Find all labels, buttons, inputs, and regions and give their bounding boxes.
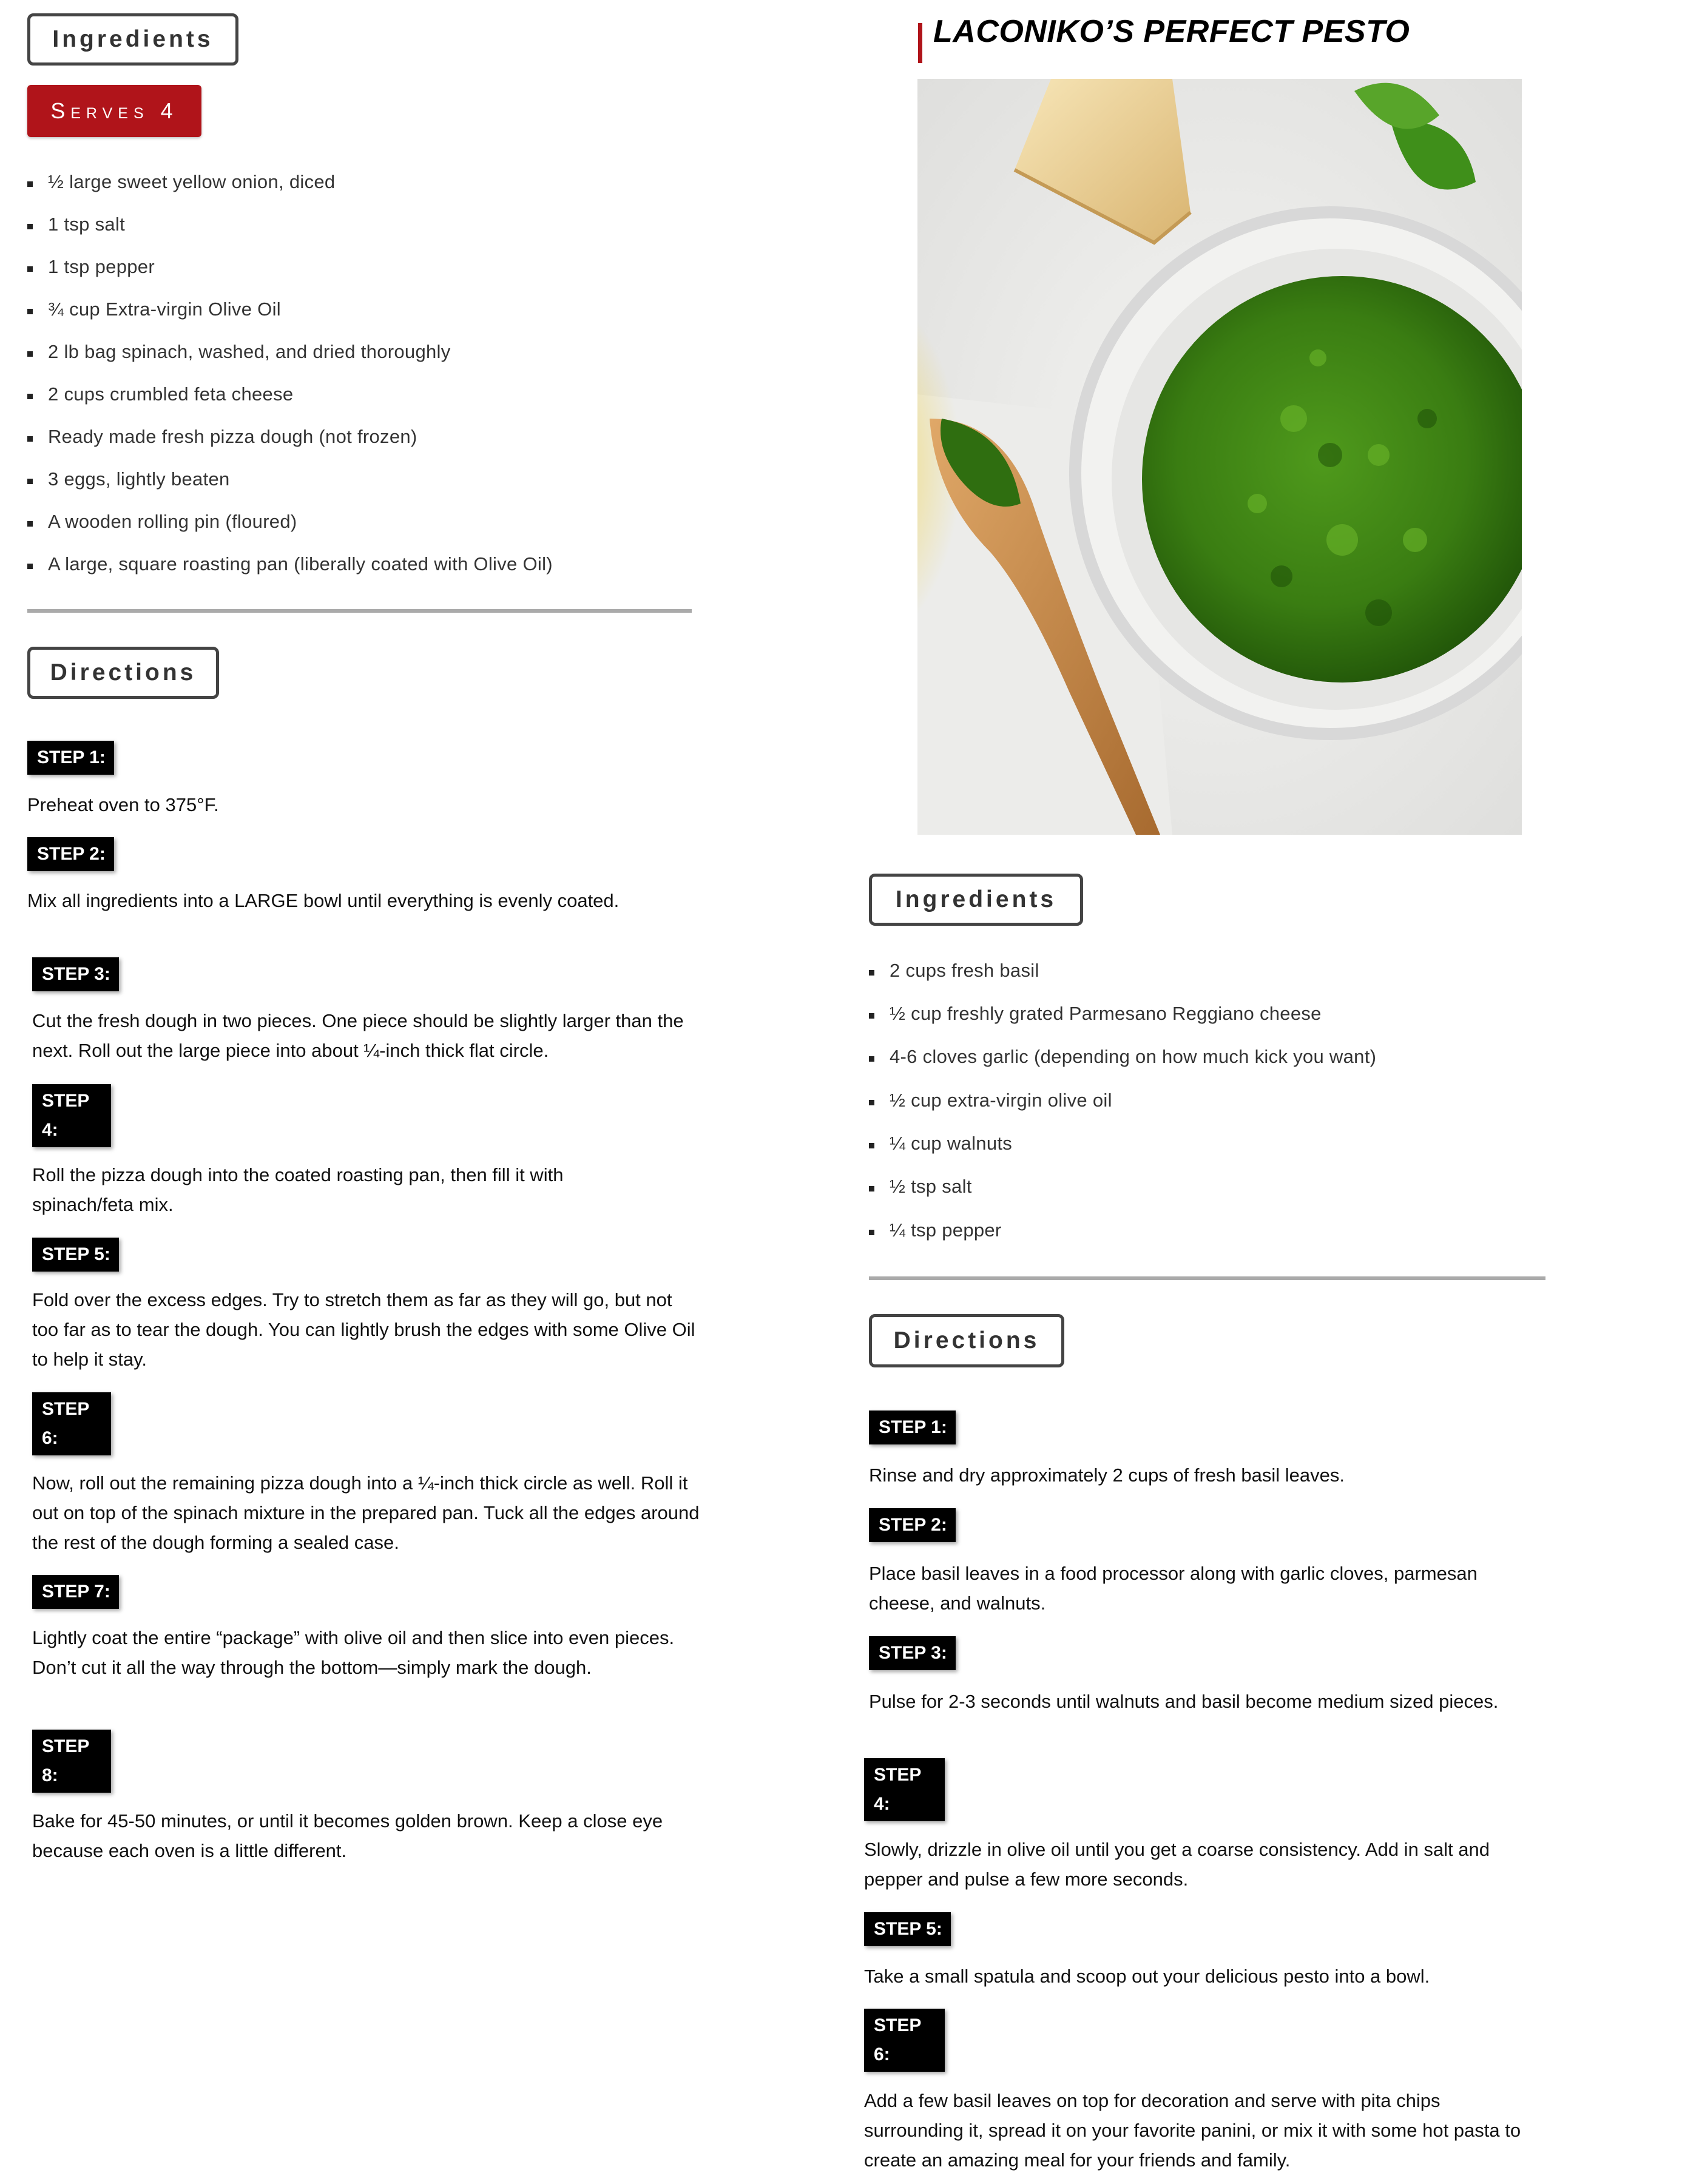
step-badge: STEP 1: xyxy=(27,741,114,775)
step-badge: STEP 3: xyxy=(869,1636,956,1670)
ingredient-item: 4-6 cloves garlic (depending on how much kick you want) xyxy=(890,1046,1377,1067)
ingredient-item: ½ cup extra-virgin olive oil xyxy=(890,1090,1112,1111)
step-text: Place basil leaves in a food processor along with garlic cloves, parmesan cheese, and walnuts. xyxy=(869,1563,1478,1614)
step-text: Now, roll out the remaining pizza dough into a ¼-inch thick circle as well. Roll it out on top of the spinach mixture in the prepared pan. Tuck all the edges around the rest of the dough forming a sealed case. xyxy=(32,1472,700,1553)
ingredient-item: 2 lb bag spinach, washed, and dried thoroughly xyxy=(48,341,451,362)
step-text: Lightly coat the entire “package” with olive oil and then slice into even pieces. Don’t cut it all the way through the bottom—simply mark the dough. xyxy=(32,1627,675,1678)
ingredient-item: 2 cups crumbled feta cheese xyxy=(48,383,294,405)
step-badge: STEP 6: xyxy=(864,2009,945,2072)
step-badge: STEP 2: xyxy=(27,837,114,871)
section-divider xyxy=(27,609,692,613)
step-text: Take a small spatula and scoop out your delicious pesto into a bowl. xyxy=(864,1966,1430,1987)
step-text: Preheat oven to 375°F. xyxy=(27,794,219,815)
ingredient-item: 2 cups fresh basil xyxy=(890,960,1039,981)
step-badge: STEP 8: xyxy=(32,1730,111,1793)
step-badge: STEP 5: xyxy=(864,1912,951,1946)
step-badge: STEP 1: xyxy=(869,1410,956,1444)
step-text: Mix all ingredients into a LARGE bowl until everything is evenly coated. xyxy=(27,890,620,911)
ingredient-item: ½ cup freshly grated Parmesano Reggiano cheese xyxy=(890,1003,1322,1024)
ingredient-item: ½ tsp salt xyxy=(890,1176,972,1197)
ingredients-list xyxy=(890,0,1557,1274)
ingredient-item: A large, square roasting pan (liberally coated with Olive Oil) xyxy=(48,553,553,575)
directions-heading: Directions xyxy=(27,647,219,699)
step-text: Slowly, drizzle in olive oil until you get a coarse consistency. Add in salt and pepper and pulse a few more seconds. xyxy=(864,1839,1490,1890)
step-text: Add a few basil leaves on top for decoration and serve with pita chips surrounding it, spread it on your favorite panini, or mix it with some hot pasta to create an amazing meal for your friends and family. xyxy=(864,2090,1521,2171)
step-badge: STEP 4: xyxy=(864,1758,945,1821)
step-badge: STEP 6: xyxy=(32,1392,111,1455)
step-text: Pulse for 2-3 seconds until walnuts and basil become medium sized pieces. xyxy=(869,1691,1499,1712)
step-text: Rinse and dry approximately 2 cups of fresh basil leaves. xyxy=(869,1464,1345,1486)
step-badge: STEP 3: xyxy=(32,957,119,991)
step-text: Cut the fresh dough in two pieces. One piece should be slightly larger than the next. Roll out the large piece into about ¼-inch thick flat circle. xyxy=(32,1010,684,1061)
ingredients-heading: Ingredients xyxy=(27,13,238,66)
directions-heading: Directions xyxy=(869,1314,1064,1367)
ingredients-heading: Ingredients xyxy=(869,874,1083,926)
ingredient-item: 1 tsp salt xyxy=(48,214,126,235)
step-badge: STEP 7: xyxy=(32,1575,119,1609)
ingredient-item: 1 tsp pepper xyxy=(48,256,155,277)
ingredient-item: 3 eggs, lightly beaten xyxy=(48,468,230,490)
recipe-title: LACONIKO’S PERFECT PESTO xyxy=(933,14,1410,49)
section-divider xyxy=(869,1276,1545,1280)
ingredient-item: ¼ cup walnuts xyxy=(890,1133,1013,1154)
ingredient-item: A wooden rolling pin (floured) xyxy=(48,511,297,532)
step-text: Roll the pizza dough into the coated roasting pan, then fill it with spinach/feta mix. xyxy=(32,1164,564,1215)
ingredient-item: Ready made fresh pizza dough (not frozen) xyxy=(48,426,417,447)
ingredients-list xyxy=(48,0,715,607)
step-badge: STEP 4: xyxy=(32,1084,111,1147)
step-badge: STEP 2: xyxy=(869,1508,956,1542)
ingredient-item: ½ large sweet yellow onion, diced xyxy=(48,171,336,192)
step-text: Fold over the excess edges. Try to stretch them as far as they will go, but not too far as to tear the dough. You can lightly brush the edges with some Olive Oil to help it stay. xyxy=(32,1289,695,1370)
ingredient-item: ¼ tsp pepper xyxy=(890,1219,1002,1241)
step-badge: STEP 5: xyxy=(32,1238,119,1272)
step-text: Bake for 45-50 minutes, or until it becomes golden brown. Keep a close eye because each oven is a little different. xyxy=(32,1810,663,1861)
ingredient-item: ¾ cup Extra-virgin Olive Oil xyxy=(48,298,281,320)
pesto-recipe xyxy=(850,0,1699,2184)
serves-badge: Serves 4 xyxy=(27,85,201,137)
